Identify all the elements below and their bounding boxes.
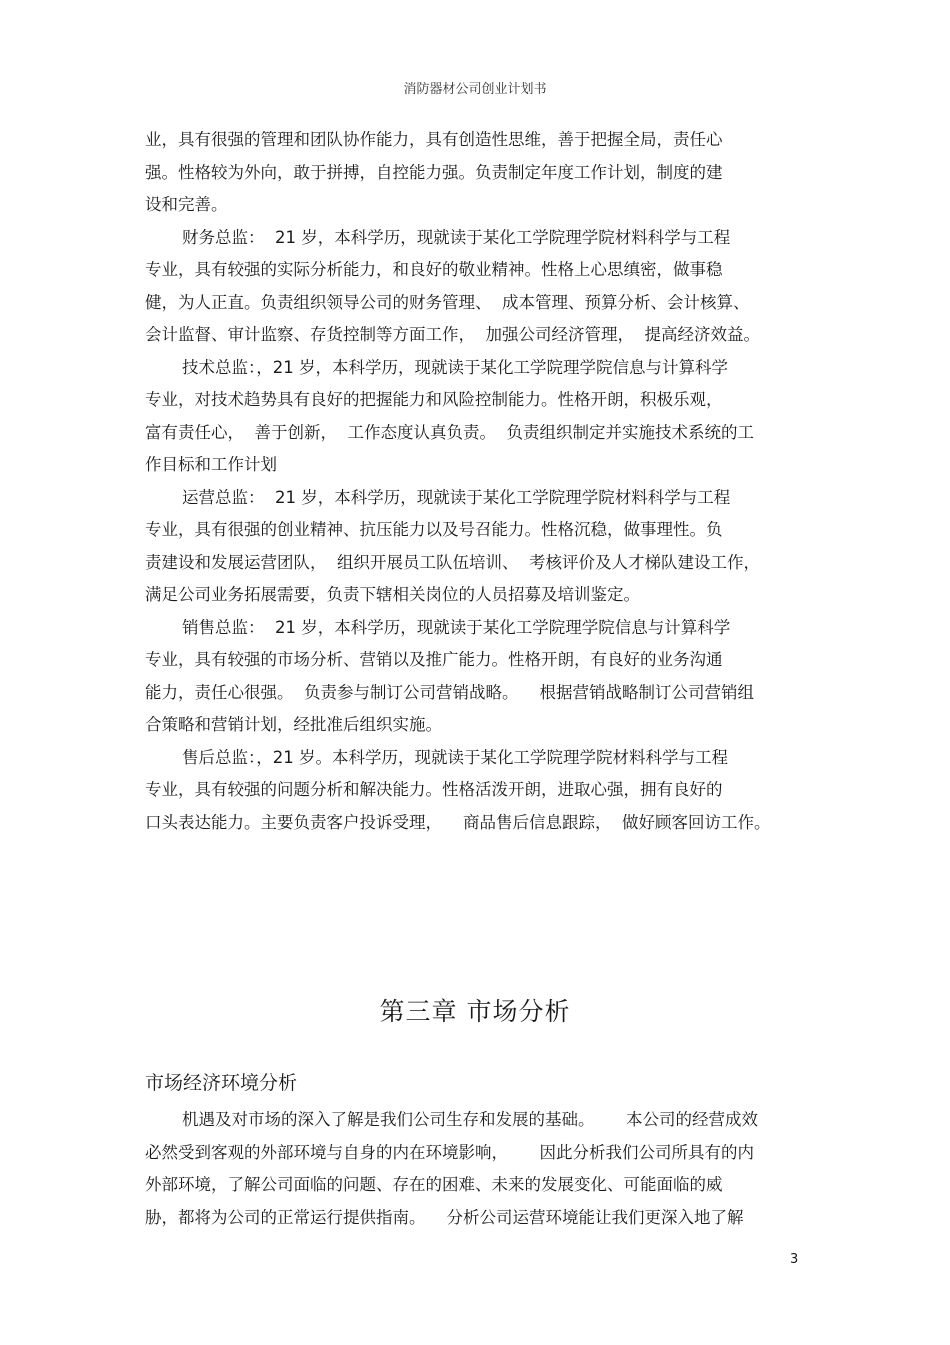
paragraph-line: 专业，具有较强的市场分析、营销以及推广能力。性格开朗，有良好的业务沟通	[145, 650, 723, 669]
paragraph-line: 专业，具有较强的问题分析和解决能力。性格活泼开朗，进取心强，拥有良好的	[145, 780, 723, 799]
chapter-title: 第三章 市场分析	[379, 997, 571, 1026]
paragraph-line: 设和完善。	[145, 195, 228, 214]
paragraph-line: 外部环境，了解公司面临的问题、存在的困难、未来的发展变化、可能面临的威	[145, 1175, 723, 1194]
paragraph-line: 运营总监： 21 岁，本科学历，现就读于某化工学院理学院材料科学与工程	[182, 487, 731, 507]
paragraph-line: 会计监督、审计监察、存货控制等方面工作， 加强公司经济管理， 提高经济效益。	[145, 325, 760, 344]
body-text-bottom	[145, 1104, 810, 1234]
paragraph-line: 销售总监： 21 岁，本科学历，现就读于某化工学院理学院信息与计算科学	[182, 617, 731, 637]
paragraph-line: 满足公司业务拓展需要，负责下辖相关岗位的人员招募及培训鉴定。	[145, 585, 640, 604]
paragraph-line: 富有责任心， 善于创新， 工作态度认真负责。 负责组织制定并实施技术系统的工	[145, 422, 754, 442]
page-header: 消防器材公司创业计划书	[403, 82, 547, 97]
paragraph-line: 健，为人正直。负责组织领导公司的财务管理、 成本管理、预算分析、会计核算、	[145, 292, 750, 312]
body-text-top	[145, 124, 810, 839]
paragraph-line: 专业，对技术趋势具有良好的把握能力和风险控制能力。性格开朗，积极乐观，	[145, 390, 723, 409]
paragraph-line: 能力，责任心很强。 负责参与制订公司营销战略。 根据营销战略制订公司营销组	[145, 682, 754, 702]
paragraph-line: 强。性格较为外向，敢于拼搏，自控能力强。负责制定年度工作计划，制度的建	[145, 162, 723, 182]
paragraph-line: 必然受到客观的外部环境与自身的内在环境影响， 因此分析我们公司所具有的内	[145, 1142, 754, 1162]
paragraph-line: 机遇及对市场的深入了解是我们公司生存和发展的基础。 本公司的经营成效	[182, 1110, 758, 1129]
paragraph-line: 责建设和发展运营团队， 组织开展员工队伍培训、 考核评价及人才梯队建设工作，	[145, 552, 760, 572]
paragraph-line: 专业，具有很强的创业精神、抗压能力以及号召能力。性格沉稳，做事理性。负	[145, 520, 723, 539]
paragraph-line: 业，具有很强的管理和团队协作能力，具有创造性思维，善于把握全局，责任心	[145, 130, 723, 149]
paragraph-line: 合策略和营销计划，经批准后组织实施。	[145, 715, 442, 734]
paragraph-line: 胁，都将为公司的正常运行提供指南。 分析公司运营环境能让我们更深入地了解	[145, 1207, 744, 1227]
paragraph-line: 作目标和工作计划	[145, 455, 277, 474]
paragraph-line: 售后总监：，21 岁。本科学历，现就读于某化工学院理学院材料科学与工程	[182, 747, 728, 767]
page-number: 3	[790, 1252, 799, 1267]
section-title: 市场经济环境分析	[145, 1072, 298, 1094]
paragraph-line: 财务总监： 21 岁，本科学历，现就读于某化工学院理学院材料科学与工程	[182, 227, 731, 247]
paragraph-line: 口头表达能力。主要负责客户投诉受理， 商品售后信息跟踪， 做好顾客回访工作。	[145, 812, 771, 832]
paragraph-line: 技术总监：，21 岁，本科学历，现就读于某化工学院理学院信息与计算科学	[182, 357, 728, 377]
paragraph-line: 专业，具有较强的实际分析能力，和良好的敬业精神。性格上心思缜密，做事稳	[145, 260, 723, 279]
